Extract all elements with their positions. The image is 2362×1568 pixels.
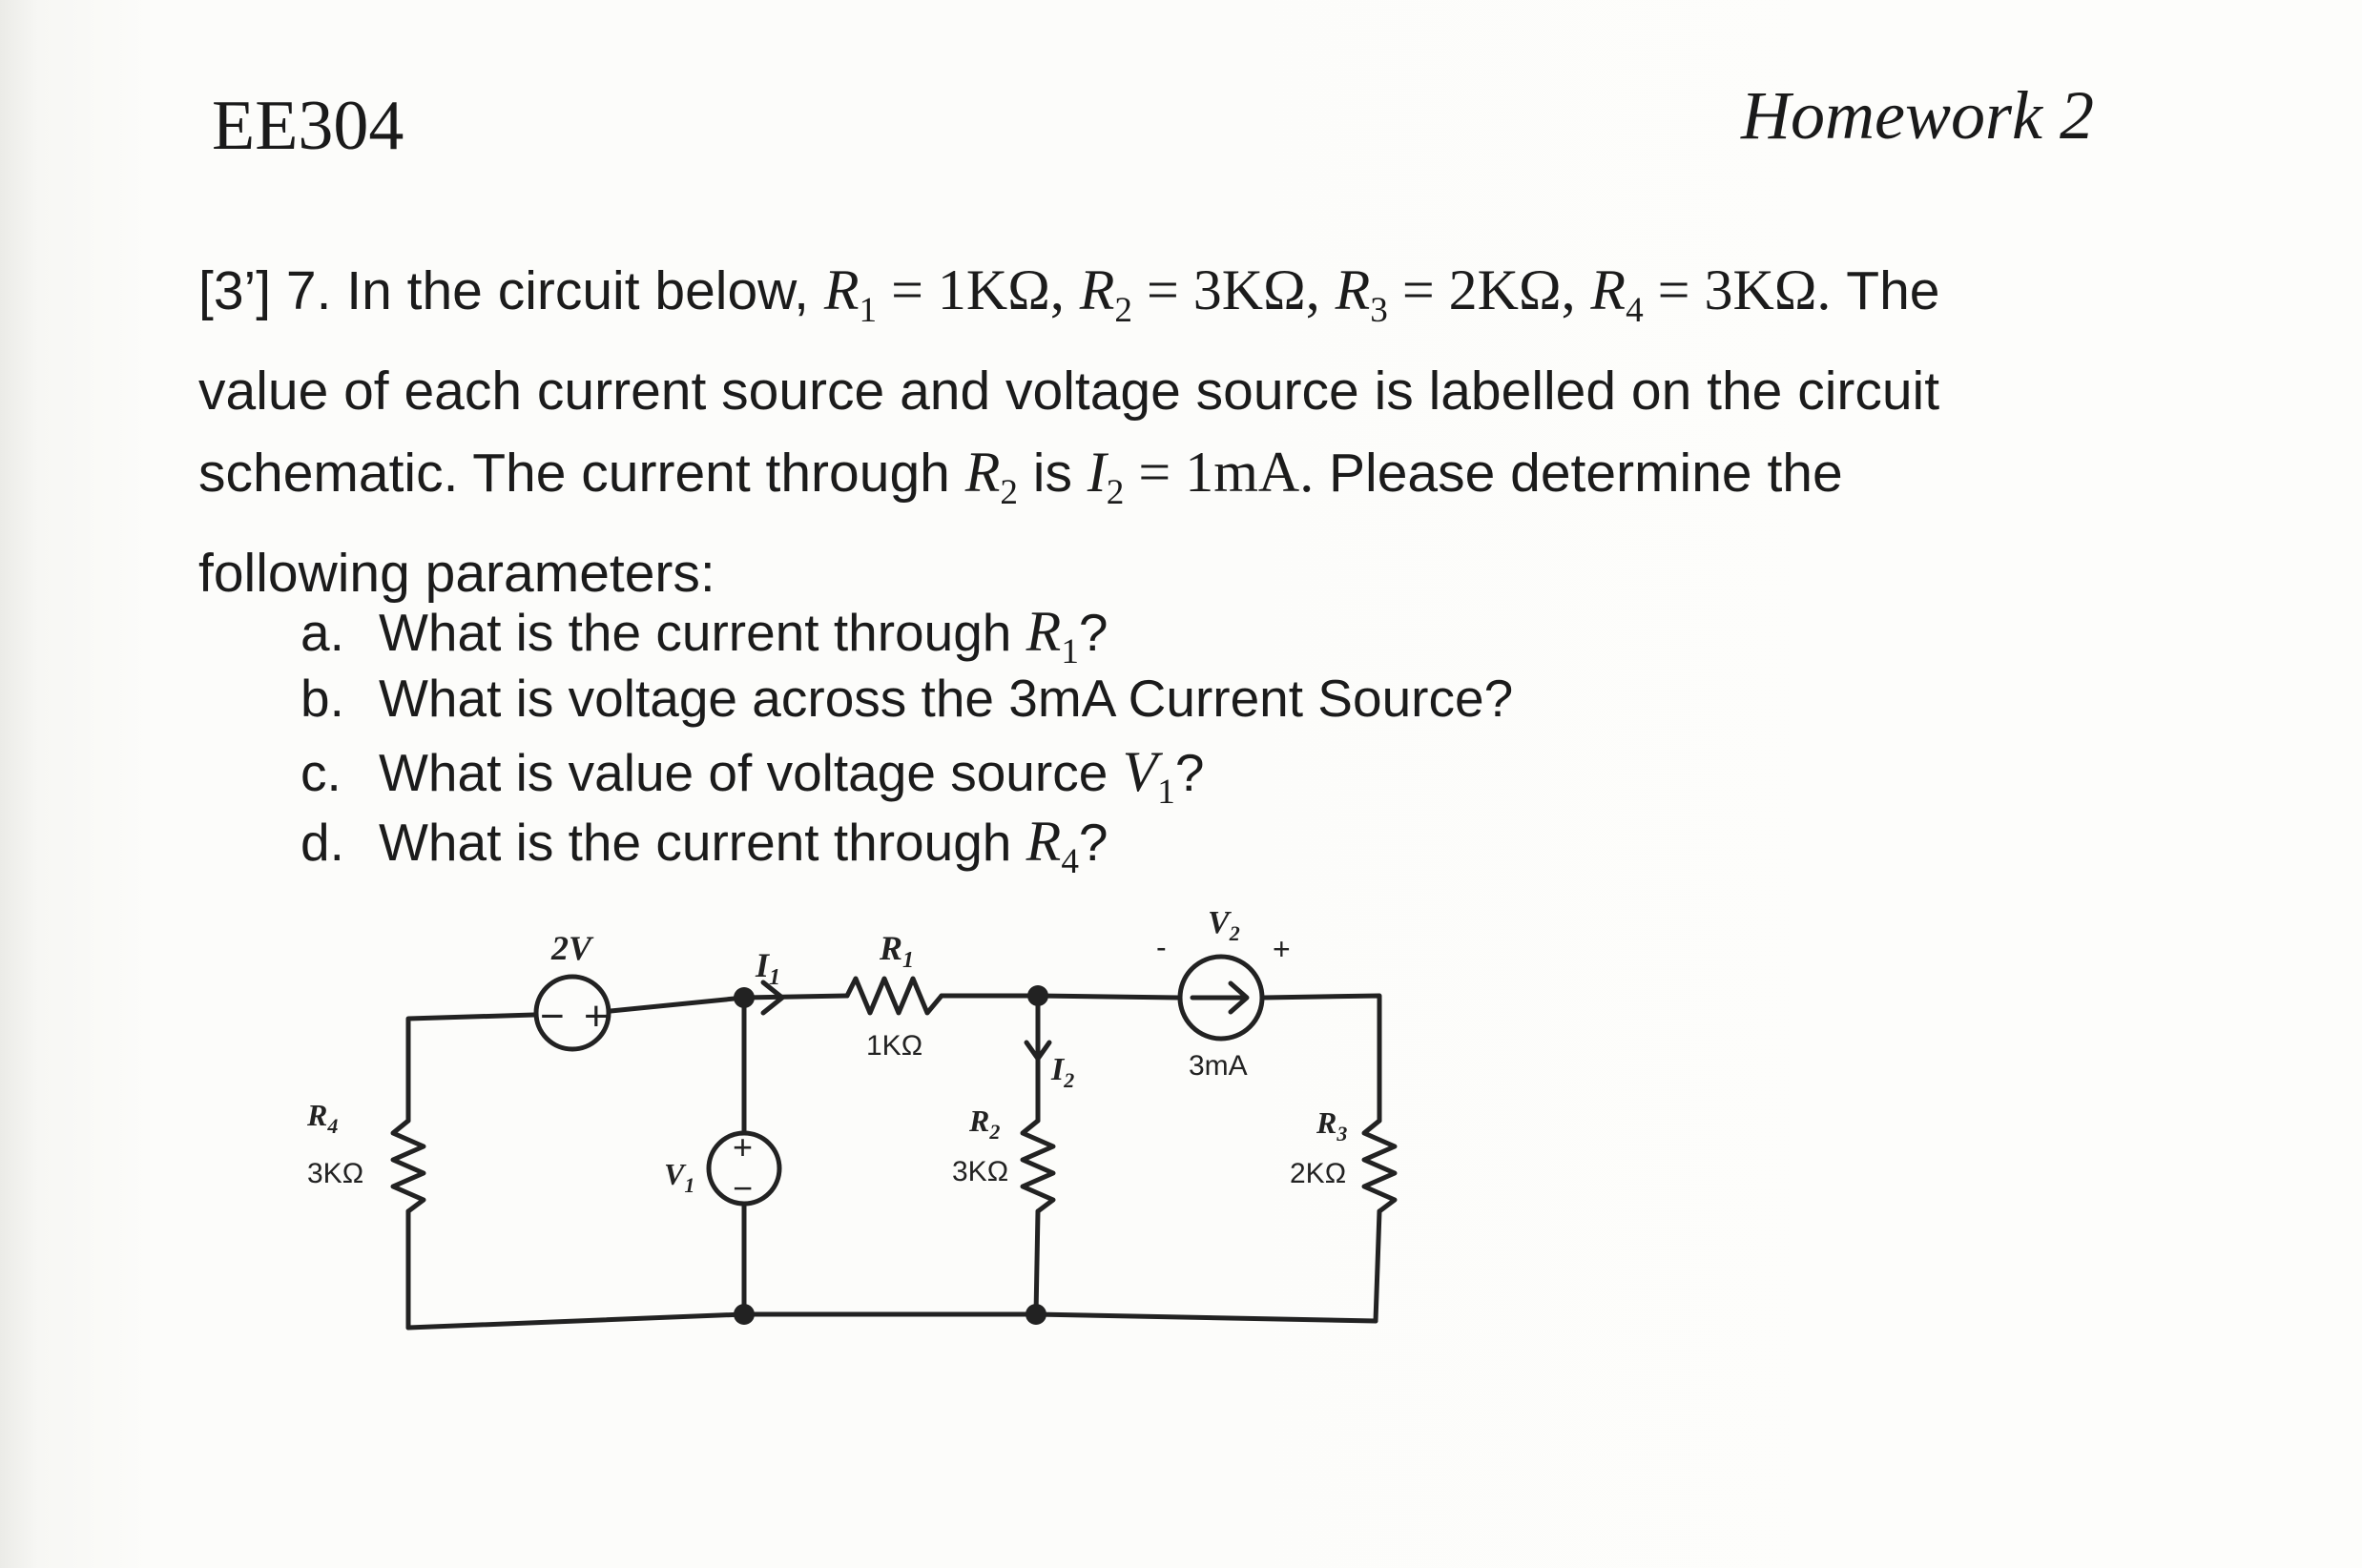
wire-top-right (1264, 996, 1379, 1092)
r2-symbol-b: $R_2$ (964, 441, 1018, 512)
label-r4: $R_4$ (307, 1098, 339, 1138)
wire-r3-bottom (1376, 1211, 1379, 1321)
problem-prefix: [3’] 7. In the circuit below, (198, 260, 809, 321)
r4-symbol: $R_4$ (1590, 258, 1644, 330)
label-r3: $R_3$ (1316, 1105, 1348, 1145)
wire-top-v1node (611, 998, 744, 1011)
label-v2: $V_2$ (1208, 905, 1240, 945)
v2-minus: - (1156, 930, 1167, 964)
r4-resistor (393, 1121, 424, 1211)
value-r2: 3KΩ (952, 1156, 1009, 1187)
wire-top-to-r1 (744, 996, 847, 998)
r3-symbol: $R_3$ (1335, 258, 1388, 330)
i2-value: = 1mA. (1124, 441, 1315, 504)
label-2v: 2V (551, 929, 592, 967)
label-r2: $R_2$ (969, 1104, 1001, 1144)
v1-minus: − (733, 1168, 754, 1207)
r1-resistor (847, 979, 942, 1013)
label-v1: $V_1$ (664, 1157, 695, 1197)
r2-value: = 3KΩ, (1131, 258, 1320, 321)
junction-dot (734, 1304, 755, 1325)
current-source-arrow-icon (1192, 983, 1247, 1012)
value-r3: 2KΩ (1290, 1158, 1347, 1189)
value-r1: 1KΩ (866, 1030, 923, 1062)
junction-dot (734, 987, 755, 1008)
value-3ma: 3mA (1189, 1050, 1248, 1082)
label-i2: $I_2$ (1051, 1052, 1075, 1092)
problem-middle: The value of each current source and voltage source is labelled on the circuit schematic. The current through (198, 260, 1940, 504)
v1-plus: + (733, 1127, 754, 1166)
wire-top-mid (942, 996, 1178, 998)
label-i1: $I_1$ (756, 946, 781, 990)
junction-dot (1026, 1304, 1046, 1325)
homework-title: Homework 2 (1741, 77, 2094, 154)
v2-plus: + (1273, 932, 1291, 966)
question-c: c. What is value of voltage source $V_1$? (300, 740, 1205, 812)
src-2v-minus: − (540, 993, 565, 1040)
r3-resistor (1364, 1121, 1395, 1211)
problem-suffix: Please determine the following parameters: (198, 443, 1843, 604)
wire-bottom (408, 1314, 1376, 1328)
question-a: a. What is the current through $R_1$? (300, 600, 1108, 671)
wire-top-left (408, 1015, 534, 1025)
src-2v-plus: + (584, 993, 609, 1040)
r2-symbol: $R_2$ (1079, 258, 1132, 330)
i2-symbol: $I_2$ (1087, 441, 1125, 512)
r3-value: = 2KΩ, (1387, 258, 1576, 321)
r1-symbol: $R_1$ (823, 258, 878, 330)
value-r4: 3KΩ (307, 1158, 364, 1189)
wire-r2-bottom (1036, 1211, 1038, 1314)
question-b: b. What is voltage across the 3mA Current Source? (300, 669, 1514, 728)
course-code: EE304 (212, 87, 404, 165)
r1-value: = 1KΩ, (877, 258, 1065, 321)
junction-dot (1027, 985, 1048, 1006)
is-text: is (1017, 443, 1088, 504)
question-d: d. What is the current through $R_4$? (300, 810, 1108, 881)
r2-resistor (1023, 1121, 1053, 1211)
label-r1: $R_1$ (880, 929, 915, 973)
r4-value: = 3KΩ. (1643, 258, 1832, 321)
